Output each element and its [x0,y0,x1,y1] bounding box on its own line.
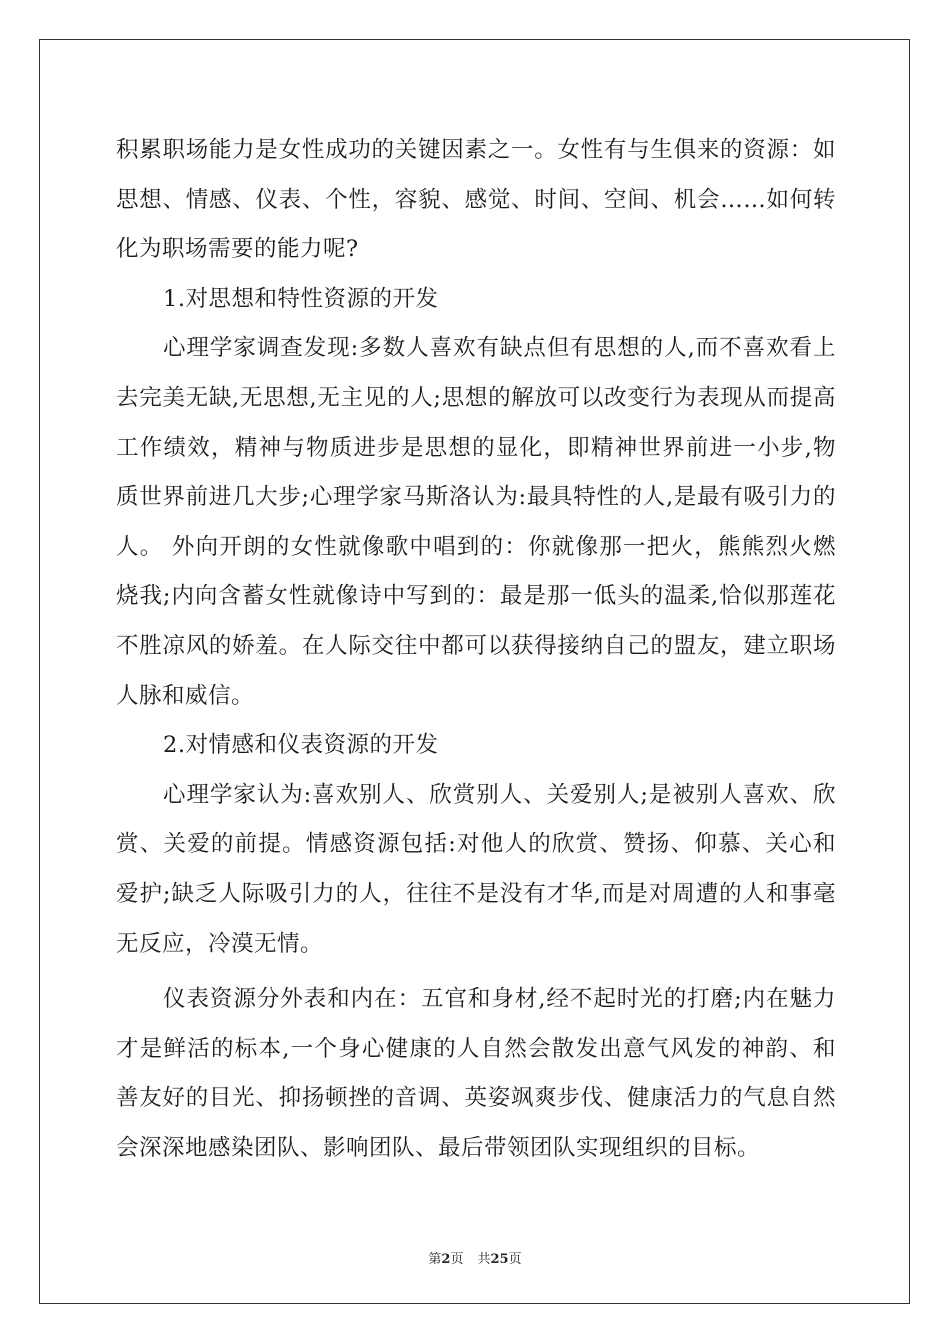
document-body [116,126,836,1173]
total-prefix: 共 [477,1252,491,1267]
paragraph-intro: 积累职场能力是女性成功的关键因素之一。女性有与生俱来的资源：如思想、情感、仪表、个性，容貌、感觉、时间、空间、机会……如何转化为职场需要的能力呢? [116,137,836,263]
paragraph-emotion: 心理学家认为:喜欢别人、欣赏别人、关爱别人;是被别人喜欢、欣赏、关爱的前提。情感资源包括:对他人的欣赏、赞扬、仰慕、关心和爱护;缺乏人际吸引力的人，往往不是没有才华,而是对周遭的人和事毫无反应，冷漠无情。 [116,781,836,957]
paragraph-appearance: 仪表资源分外表和内在：五官和身材,经不起时光的打磨;内在魅力才是鲜活的标本,一个身心健康的人自然会散发出意气风发的神韵、和善友好的目光、抑扬顿挫的音调、英姿飒爽步伐、健康活力的气息自然会深深地感染团队、影响团队、最后带领团队实现组织的目标。 [116,986,836,1161]
page-prefix: 第 [428,1252,442,1267]
page-total: 25 [490,1252,509,1267]
page-current: 2 [441,1252,451,1267]
paragraph-thought: 心理学家调查发现:多数人喜欢有缺点但有思想的人,而不喜欢看上去完美无缺,无思想,无主见的人;思想的解放可以改变行为表现从而提高工作绩效，精神与物质进步是思想的显化，即精神世界前进一小步,物质世界前进几大步;心理学家马斯洛认为:最具特性的人,是最有吸引力的人。 外向开朗的女性就像歌中唱到的：你就像那一把火，熊熊烈火燃烧我;内向含蓄女性就像诗中写到的：最是那一低头的温柔,恰似那莲花不胜凉风的娇羞。在人际交往中都可以获得接纳自己的盟友，建立职场人脉和威信。 [116,335,836,709]
page-footer [0,1248,950,1267]
section-heading-thought: 1.对思想和特性资源的开发 [163,285,439,312]
page-suffix: 页 [450,1252,464,1267]
section-heading-emotion: 2.对情感和仪表资源的开发 [163,732,439,759]
total-suffix: 页 [508,1252,522,1267]
